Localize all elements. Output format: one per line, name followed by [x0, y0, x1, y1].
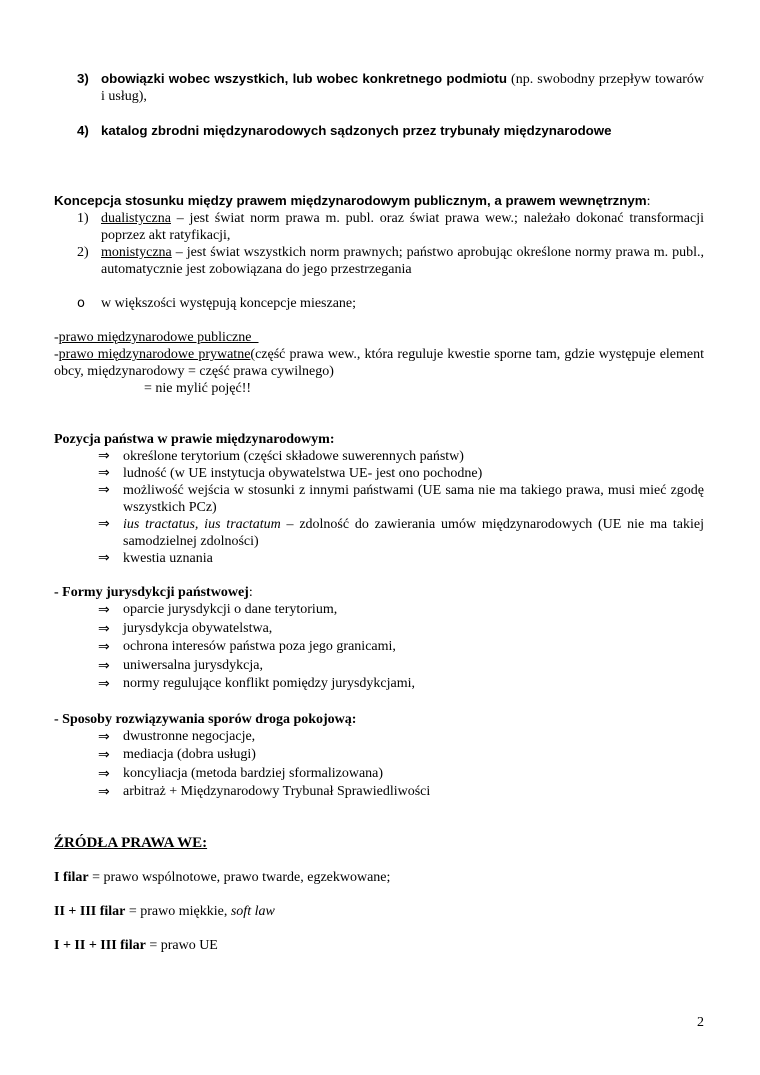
item-number: 3): [77, 71, 89, 86]
prawo-publiczne-line: [54, 329, 704, 346]
arrow-icon: ⇒: [98, 482, 110, 498]
item-number: 1): [77, 211, 89, 226]
arrow-icon: ⇒: [98, 728, 110, 745]
item-italic-term: ius tractatus, ius tractatum: [123, 517, 281, 532]
item-bold-text: obowiązki wobec wszystkich, lub wobec konkretnego podmiotu: [101, 71, 507, 86]
formy-heading-text: - Formy jurysdykcji państwowej: [54, 585, 249, 600]
list-item: [54, 465, 704, 482]
filar-1-text: = prawo wspólnotowe, prawo twarde, egzekwowane;: [88, 869, 391, 885]
prawo-prywatne-term: prawo międzynarodowe prywatne: [58, 347, 251, 362]
arrow-icon: ⇒: [98, 676, 110, 692]
document-page: [54, 70, 704, 954]
nie-mylic-text: = nie mylić pojęć!!: [144, 381, 252, 396]
list-item: [54, 657, 704, 676]
arrow-icon: ⇒: [98, 657, 110, 674]
list-item: [54, 620, 704, 639]
koncepcja-bullet: [54, 295, 704, 312]
arrow-icon: ⇒: [98, 639, 110, 655]
item-text: koncyliacja (metoda bardziej sformalizowana): [123, 765, 384, 781]
item-text: mediacja (dobra usługi): [123, 747, 256, 762]
koncepcja-item-2: [54, 244, 704, 278]
item-text: możliwość wejścia w stosunki z innymi państwami (UE sama nie ma takiego prawa, musi mieć zgodę wszystkich PCz): [123, 483, 704, 515]
list-item: [54, 482, 704, 516]
list-item: [54, 601, 704, 620]
formy-list: [54, 601, 704, 694]
item-text: (np. swobodny przepływ towarów i usług),: [101, 72, 704, 104]
list-item: [54, 746, 704, 765]
pozycja-list: [54, 448, 704, 567]
page-number: 2: [697, 1015, 704, 1030]
prawo-prywatne-text: (część prawa wew., która reguluje kwestie sporne tam, gdzie występuje element obcy, międzynarodowy = część prawa cywilnego): [54, 347, 705, 379]
filar-1-line: [54, 869, 704, 886]
arrow-icon: ⇒: [98, 620, 110, 637]
arrow-icon: ⇒: [98, 516, 110, 532]
prawo-publiczne-term: prawo międzynarodowe publiczne: [58, 330, 259, 345]
list-item: [54, 675, 704, 694]
item-number: 4): [77, 123, 89, 138]
sposoby-heading: [54, 711, 704, 728]
dash-prefix: -: [54, 330, 59, 345]
bullet-text: w większości występują koncepcje mieszane;: [101, 296, 357, 311]
formy-heading: [54, 584, 704, 601]
circle-bullet-icon: o: [77, 296, 85, 311]
arrow-icon: ⇒: [98, 602, 110, 618]
nie-mylic-note: [54, 380, 704, 397]
item-bold-text: katalog zbrodni międzynarodowych sądzonych przez trybunały międzynarodowe: [101, 123, 612, 138]
heading-colon: :: [646, 194, 651, 209]
filar-1-label: I filar: [54, 869, 89, 885]
list-item: [54, 448, 704, 465]
arrow-icon: ⇒: [98, 784, 110, 800]
list-item: [54, 516, 704, 550]
item-text: – zdolność do zawierania umów międzynarodowych (UE nie ma takiej samodzielnej zdolności): [123, 517, 704, 549]
arrow-icon: ⇒: [98, 765, 110, 782]
filar-2-italic: soft law: [230, 903, 275, 919]
item-term: dualistyczna: [101, 211, 171, 226]
item-number: 2): [77, 245, 89, 260]
heading-colon: :: [248, 585, 253, 600]
zrodla-heading: [54, 835, 704, 852]
item-text: oparcie jurysdykcji o dane terytorium,: [123, 602, 338, 617]
zrodla-heading-text: ŹRÓDŁA PRAWA WE:: [54, 834, 208, 851]
list-item-4: [54, 122, 704, 140]
item-text: ludność (w UE instytucja obywatelstwa UE- jest ono pochodne): [123, 466, 483, 481]
koncepcja-heading: [54, 192, 704, 210]
list-item: [54, 728, 704, 747]
filar-3-text: = prawo UE: [145, 937, 218, 953]
filar-3-line: [54, 937, 704, 954]
item-text: jurysdykcja obywatelstwa,: [123, 620, 273, 636]
item-text: – jest świat norm prawa m. publ. oraz świat prawa wew.; należało dokonać transformacji poprzez akt ratyfikacji,: [101, 211, 704, 243]
item-text: normy regulujące konflikt pomiędzy jurysdykcjami,: [123, 676, 415, 691]
item-text: kwestia uznania: [123, 551, 213, 566]
arrow-icon: ⇒: [98, 550, 110, 566]
filar-2-text: = prawo miękkie,: [125, 903, 231, 919]
sposoby-heading-text: - Sposoby rozwiązywania sporów droga pokojową:: [54, 711, 357, 727]
item-text: ochrona interesów państwa poza jego granicami,: [123, 639, 396, 654]
arrow-icon: ⇒: [98, 747, 110, 763]
prawo-prywatne-line: [54, 346, 704, 380]
list-item-3: [54, 70, 704, 105]
filar-2-line: [54, 903, 704, 920]
pozycja-heading: [54, 431, 704, 448]
filar-2-label: II + III filar: [54, 903, 126, 919]
item-text: arbitraż + Międzynarodowy Trybunał Sprawiedliwości: [123, 784, 431, 799]
dash-prefix: -: [54, 347, 59, 362]
koncepcja-item-1: [54, 210, 704, 244]
sposoby-list: [54, 728, 704, 802]
arrow-icon: ⇒: [98, 448, 110, 464]
koncepcja-heading-text: Koncepcja stosunku między prawem międzynarodowym publicznym, a prawem wewnętrznym: [54, 193, 647, 208]
list-item: [54, 550, 704, 567]
list-item: [54, 783, 704, 802]
item-text: – jest świat wszystkich norm prawnych; państwo aprobując określone normy prawa m. publ., automatycznie jest zobowiązana do jego przestrzegania: [101, 245, 704, 277]
filar-3-label: I + II + III filar: [54, 937, 146, 953]
item-text: dwustronne negocjacje,: [123, 728, 256, 744]
item-text: uniwersalna jurysdykcja,: [123, 657, 263, 673]
list-item: [54, 638, 704, 657]
pozycja-heading-text: Pozycja państwa w prawie międzynarodowym:: [54, 432, 335, 447]
item-text: określone terytorium (części składowe suwerennych państw): [123, 449, 464, 464]
list-item: [54, 765, 704, 784]
item-term: monistyczna: [101, 245, 172, 260]
arrow-icon: ⇒: [98, 465, 110, 481]
